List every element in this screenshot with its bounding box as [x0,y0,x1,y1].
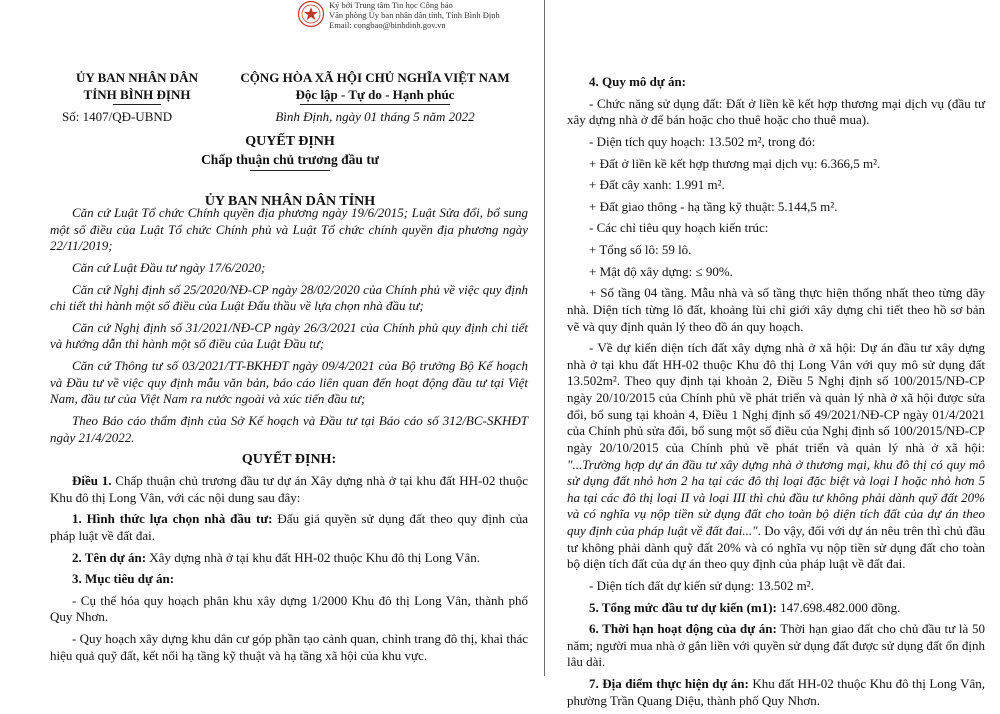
article-1-label: Điều 1. [72,473,112,489]
section-4-label: 4. Quy mô dự án: [589,74,687,89]
title-block [50,133,530,211]
right-body [567,74,985,714]
section-5-label: 5. Tổng mức đầu tư dự kiến (m1): [589,599,777,615]
stamp-line-1: Ký bởi Trung tâm Tin học Công báo [329,0,453,10]
agency-province: TỈNH BÌNH ĐỊNH [83,86,191,102]
section-3-item-a: - Cụ thể hóa quy hoạch phân khu xây dựng 1/2000 Khu đô thị Long Vân, thành phố Quy Nhơn. [50,592,528,625]
nation-name: CỘNG HÒA XÃ HỘI CHỦ NGHĨA VIỆT NAM [240,70,510,85]
issuing-authority: ỦY BAN NHÂN DÂN TỈNH [204,194,376,210]
section-2-text: Xây dựng nhà ở tại khu đất HH-02 thuộc Khu đô thị Long Vân. [146,549,480,565]
land-use-function: - Chức năng sử dụng đất: Đất ở liền kề kết hợp thương mại dịch vụ (đầu tư xây dựng nhà ở để bán hoặc cho thuê hoặc cho thuê mua). [567,95,985,128]
stamp-line-3: Email: congbao@binhdinh.gov.vn [329,19,446,30]
left-body [50,205,528,669]
stamp-line-2: Văn phòng Ủy ban nhân dân tỉnh, Tỉnh Bình Định [329,9,500,20]
planned-area: - Diện tích quy hoạch: 13.502 m², trong đó: [589,133,816,149]
social-housing-text: - Về dự kiến diện tích đất xây dựng nhà ở xã hội: Dự án đầu tư xây dựng nhà ở tại khu đất HH-02 thuộc Khu đô thị Long Vân với quy mô sử dụng đất 13.502m². Theo quy định tại khoản 2, Điều 5 Nghị định số 100/2015/NĐ-CP ngày 20/10/2015 của Chính phủ về phát triển và quản lý nhà ở xã hội được sửa đổi, bổ sung tại khoản 4, Điều 1 Nghị định số 49/2021/NĐ-CP ngày 01/4/2021 của Chính phủ sửa đổi, bổ sung một số điều của Nghị định số 100/2015/NĐ-CP ngày 20/10/2015 của Chính phủ về phát triển và quản lý nhà ở xã hội: [567,340,985,455]
section-7 [567,676,985,709]
section-1-text: Đấu giá quyền sử dụng đất theo quy định của pháp luật về đất đai. [50,511,528,543]
legal-basis-2: Căn cứ Luật Đầu tư ngày 17/6/2020; [72,259,266,275]
national-title [225,70,525,126]
section-5-text: 147.698.482.000 đồng. [776,599,901,615]
area-item-3: + Đất giao thông - hạ tầng kỹ thuật: 5.144,5 m². [589,198,838,214]
legal-basis-3: Căn cứ Nghị định số 25/2020/NĐ-CP ngày 28/02/2020 của Chính phủ về việc quy định chi tiết thi hành một số điều của Luật Đấu thầu về lựa chọn nhà đầu tư; [50,281,528,314]
legal-basis-1: Căn cứ Luật Tổ chức Chính quyền địa phương ngày 19/6/2015; Luật Sửa đổi, bổ sung một số điều của Luật Tổ chức Chính phủ và Luật Tổ chức chính quyền địa phương ngày 22/11/2019; [50,205,528,254]
issuing-agency [62,70,212,126]
section-1 [50,511,528,544]
place-date: Bình Định, ngày 01 tháng 5 năm 2022 [275,109,475,125]
digital-signature-stamp [297,0,537,30]
motto-underline [300,104,450,105]
social-housing-conclusion: . Do vậy, đối với dự án nêu trên thì chủ đầu tư không phải dành quỹ đất 20% và có nghĩa vụ nộp tiền sử dụng đất cho toàn bộ diện tích đất của dự án theo quy định của pháp luật về đất đai. [567,523,985,572]
criteria-item-3: + Số tầng 04 tầng. Mẫu nhà và số tầng thực hiện thống nhất theo từng dãy nhà. Diện tích từng lô đất, khoảng lùi chỉ giới xây dựng chi tiết theo hồ sơ bản vẽ và quy định quản lý theo đồ án quy hoạch. [567,285,985,334]
expected-land-area: - Diện tích đất dự kiến sử dụng: 13.502 m². [589,577,814,593]
social-housing-quote: "...Trường hợp dự án đầu tư xây dựng nhà ở thương mại, khu đô thị có quy mô sử dụng đất nhỏ hơn 2 ha tại các đô thị loại đặc biệt và loại I hoặc nhỏ hơn 5 ha tại các đô thị loại II và loại III thì chủ đầu tư không phải dành quỹ đất 20% và có nghĩa vụ nộp tiền sử dụng đất cho toàn bộ diện tích đất của dự án theo quy định của pháp luật về đất đai..." [567,456,985,538]
area-item-1: + Đất ở liền kề kết hợp thương mại dịch vụ: 6.366,5 m². [589,155,881,171]
agency-name: ỦY BAN NHÂN DÂN [76,70,198,85]
section-6-text: Thời hạn giao đất cho chủ đầu tư là 50 năm; người mua nhà ở gắn liền với quyền sử dụng đất được sử dụng đất ổn định lâu dài. [567,621,986,670]
document-type: QUYẾT ĐỊNH [245,134,335,149]
planning-criteria: - Các chỉ tiêu quy hoạch kiến trúc: [589,220,769,236]
section-5 [567,600,985,617]
emblem-seal-icon [297,0,325,28]
section-3 [50,571,528,588]
decision-heading: QUYẾT ĐỊNH: [241,452,337,468]
section-2-label: 2. Tên dự án: [72,549,147,565]
article-1-text: Chấp thuận chủ trương đầu tư dự án Xây dựng nhà ở tại khu đất HH-02 thuộc Khu đô thị Long Vân, với các nội dung sau đây: [50,473,529,505]
document-number: Số: 1407/QĐ-UBND [62,109,173,125]
area-item-2: + Đất cây xanh: 1.991 m². [589,177,725,193]
appraisal-report: Theo Báo cáo thẩm định của Sở Kế hoạch và Đầu tư tại Báo cáo số 312/BC-SKHĐT ngày 21/4/2022. [50,412,528,445]
title-underline [250,170,330,171]
national-motto: Độc lập - Tự do - Hạnh phúc [295,86,455,102]
section-4 [567,74,985,91]
legal-basis-5: Căn cứ Thông tư số 03/2021/TT-BKHĐT ngày 09/4/2021 của Bộ trưởng Bộ Kế hoạch và Đầu tư về việc quy định mẫu văn bản, báo cáo liên quan đến hoạt động đầu tư tại Việt Nam, đầu tư của Việt Nam ra nước ngoài và xúc tiến đầu tư; [50,358,528,407]
article-1 [50,473,528,506]
page-divider [544,0,545,676]
criteria-item-2: + Mật độ xây dựng: ≤ 90%. [589,263,733,279]
section-3-item-b: - Quy hoạch xây dựng khu dân cư góp phần tạo cảnh quan, chỉnh trang đô thị, khai thác hiệu quả quỹ đất, kết nối hạ tầng kỹ thuật và hạ tầng xã hội của khu vực. [50,631,528,663]
section-2 [50,550,528,567]
section-7-label: 7. Địa điểm thực hiện dự án: [589,676,749,691]
section-6 [567,621,985,671]
agency-underline [113,104,161,105]
section-6-label: 6. Thời hạn hoạt động của dự án: [589,621,777,637]
section-7-text: Khu đất HH-02 thuộc Khu đô thị Long Vân, phường Trần Quang Diệu, thành phố Quy Nhơn. [567,676,985,708]
legal-basis-4: Căn cứ Nghị định số 31/2021/NĐ-CP ngày 26/3/2021 của Chính phủ quy định chi tiết và hướng dẫn thi hành một số điều của Luật Đầu tư; [50,319,528,352]
document-header [50,70,530,132]
criteria-item-1: + Tổng số lô: 59 lô. [589,242,692,257]
document-subject: Chấp thuận chủ trương đầu tư [201,151,379,167]
section-1-label: 1. Hình thức lựa chọn nhà đầu tư: [72,511,273,527]
social-housing [567,340,985,573]
section-3-label: 3. Mục tiêu dự án: [72,571,175,587]
